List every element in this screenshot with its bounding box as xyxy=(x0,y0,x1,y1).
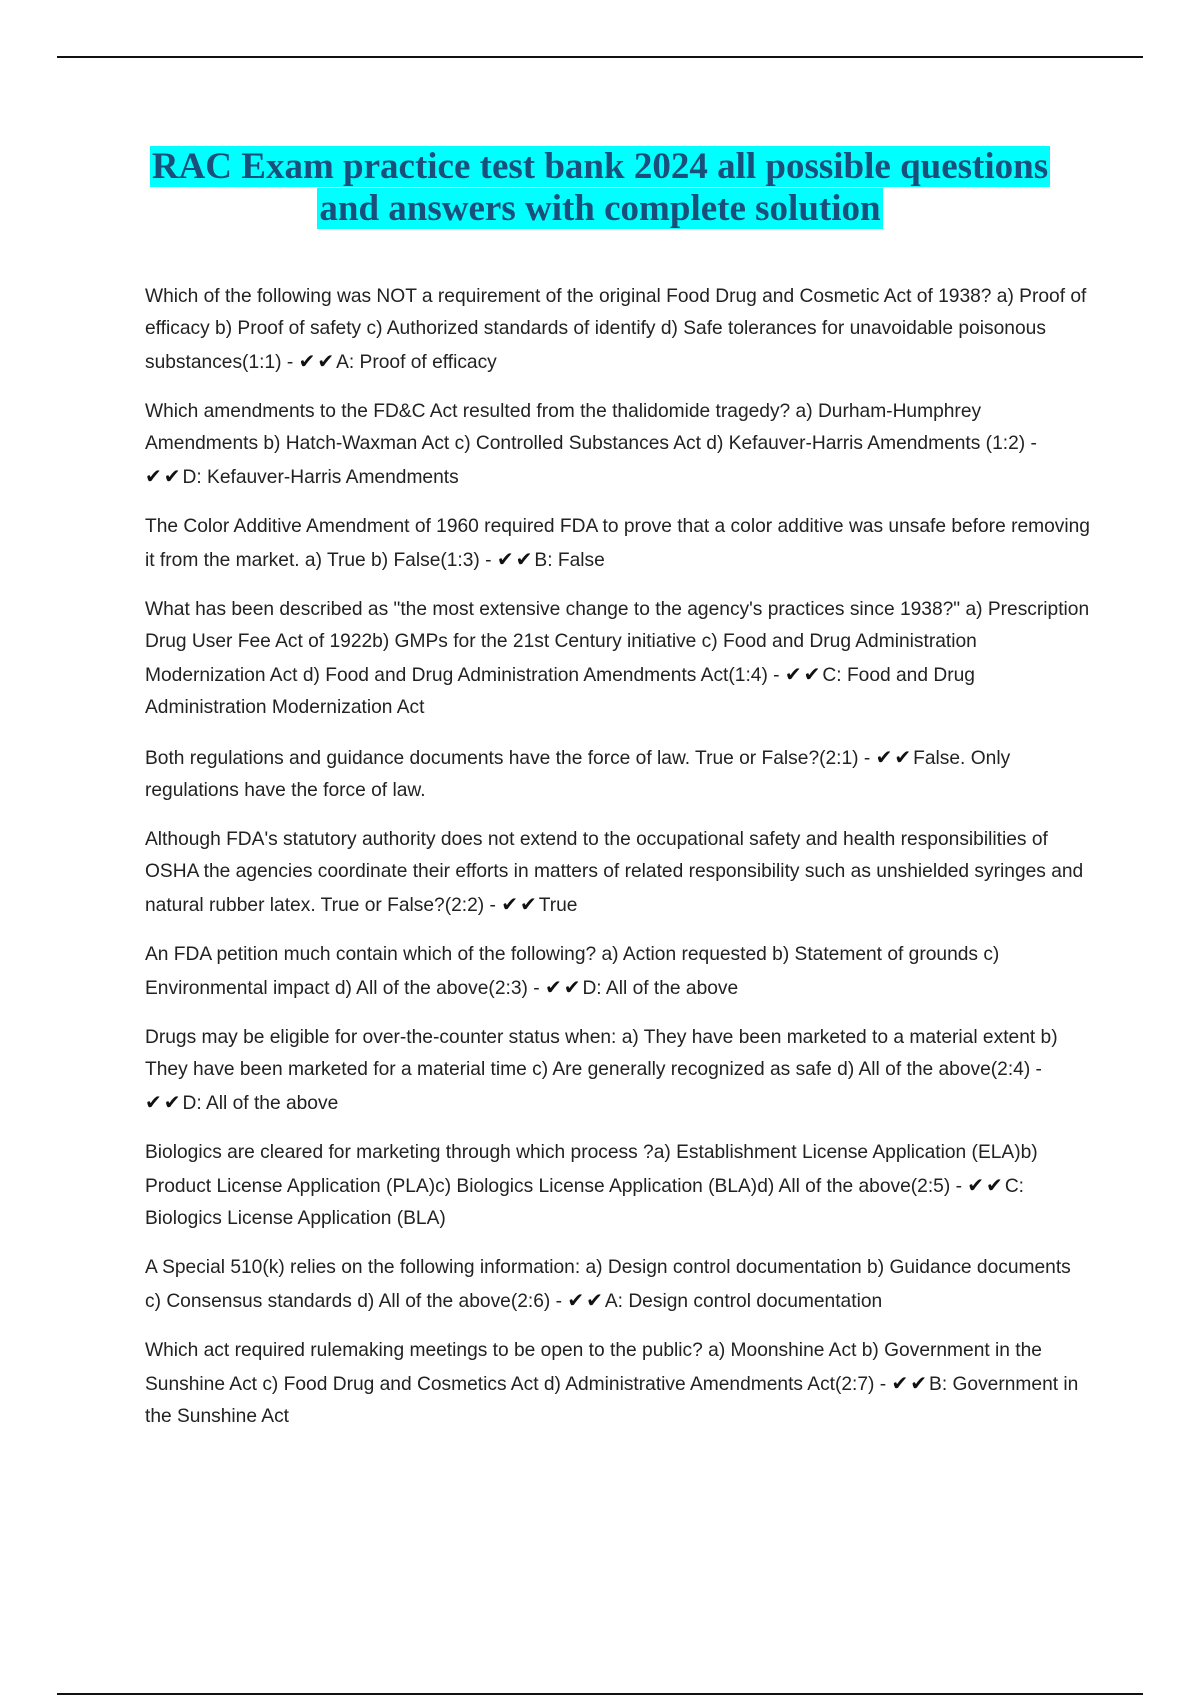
question-item xyxy=(145,1022,1090,1120)
question-item xyxy=(145,1137,1090,1235)
question-item xyxy=(145,1335,1090,1433)
answer-text: A: Proof of efficacy xyxy=(336,352,497,373)
question-text: Which amendments to the FD&C Act resulted from the thalidomide tragedy? a) Durham-Humphrey Amendments b) Hatch-Waxman Act c) Controlled Substances Act d) Kefauver-Harris Amendments (1:2) - xyxy=(145,401,1037,454)
double-check-icon: ✔✔ xyxy=(967,1173,1005,1197)
bottom-divider xyxy=(57,1693,1143,1695)
question-text: Biologics are cleared for marketing through which process ?a) Establishment License Application (ELA)b) Product License Application (PLA)c) Biologics License Application (BLA)d) All of the above(2:5) - xyxy=(145,1142,1038,1197)
question-list xyxy=(145,281,1090,1450)
document-title xyxy=(100,146,1100,230)
question-item xyxy=(145,281,1090,379)
answer-text: False. Only regulations have the force of law. xyxy=(145,748,1011,801)
question-text: The Color Additive Amendment of 1960 required FDA to prove that a color additive was unsafe before removing it from the market. a) True b) False(1:3) - xyxy=(145,516,1090,571)
double-check-icon: ✔✔ xyxy=(784,662,823,686)
question-item xyxy=(145,511,1090,577)
answer-text: D: All of the above xyxy=(582,978,739,999)
question-text: Both regulations and guidance documents have the force of law. True or False?(2:1) - xyxy=(145,748,876,769)
question-item xyxy=(145,939,1090,1005)
answer-text: D: Kefauver-Harris Amendments xyxy=(182,467,459,488)
question-item xyxy=(145,741,1090,807)
double-check-icon: ✔✔ xyxy=(496,547,535,571)
question-item xyxy=(145,594,1090,724)
answer-text: C: Biologics License Application (BLA) xyxy=(145,1176,1024,1229)
title-line-2: and answers with complete solution xyxy=(319,188,881,229)
answer-text: True xyxy=(538,895,578,916)
answer-text: B: False xyxy=(534,550,605,571)
question-text: Although FDA's statutory authority does not extend to the occupational safety and health responsibilities of OSHA the agencies coordinate their efforts in matters of related responsibility such as unshielded syringes and natural rubber latex. True or False?(2:2) - xyxy=(145,829,1084,916)
double-check-icon: ✔✔ xyxy=(567,1288,605,1312)
double-check-icon: ✔✔ xyxy=(145,1090,183,1114)
double-check-icon: ✔✔ xyxy=(875,745,914,769)
question-text: Which of the following was NOT a requirement of the original Food Drug and Cosmetic Act of 1938? a) Proof of efficacy b) Proof of safety c) Authorized standards of identify d) Safe tolerances for unavoidable poisonous substances(1:1) - xyxy=(145,286,1087,373)
double-check-icon: ✔✔ xyxy=(501,892,539,916)
answer-text: C: Food and Drug Administration Modernization Act xyxy=(145,665,975,718)
question-item xyxy=(145,396,1090,494)
question-text: An FDA petition much contain which of the following? a) Action requested b) Statement of grounds c) Environmental impact d) All of the above(2:3) - xyxy=(145,944,1000,999)
question-text: Which act required rulemaking meetings to be open to the public? a) Moonshine Act b) Government in the Sunshine Act c) Food Drug and Cosmetics Act d) Administrative Amendments Act(2:7) - xyxy=(145,1340,1042,1395)
double-check-icon: ✔✔ xyxy=(145,464,183,488)
answer-text: A: Design control documentation xyxy=(604,1291,883,1312)
answer-text: D: All of the above xyxy=(182,1093,339,1114)
question-text: Drugs may be eligible for over-the-counter status when: a) They have been marketed to a material extent b) They have been marketed for a material time c) Are generally recognized as safe d) All of the above(2:4) - xyxy=(145,1027,1058,1080)
answer-text: B: Government in the Sunshine Act xyxy=(145,1374,1079,1427)
double-check-icon: ✔✔ xyxy=(298,349,337,373)
question-item xyxy=(145,1252,1090,1318)
question-text: What has been described as "the most extensive change to the agency's practices since 1938?" a) Prescription Drug User Fee Act of 1922b) GMPs for the 21st Century initiative c) Food and Drug Administration Modernization Act d) Food and Drug Administration Amendments Act(1:4) - xyxy=(145,599,1090,686)
double-check-icon: ✔✔ xyxy=(544,975,583,999)
double-check-icon: ✔✔ xyxy=(891,1371,930,1395)
question-item xyxy=(145,824,1090,922)
title-line-1: RAC Exam practice test bank 2024 all possible questions xyxy=(151,146,1049,187)
question-text: A Special 510(k) relies on the following information: a) Design control documentation b) Guidance documents c) Consensus standards d) All of the above(2:6) - xyxy=(145,1257,1071,1312)
top-divider xyxy=(57,56,1143,58)
